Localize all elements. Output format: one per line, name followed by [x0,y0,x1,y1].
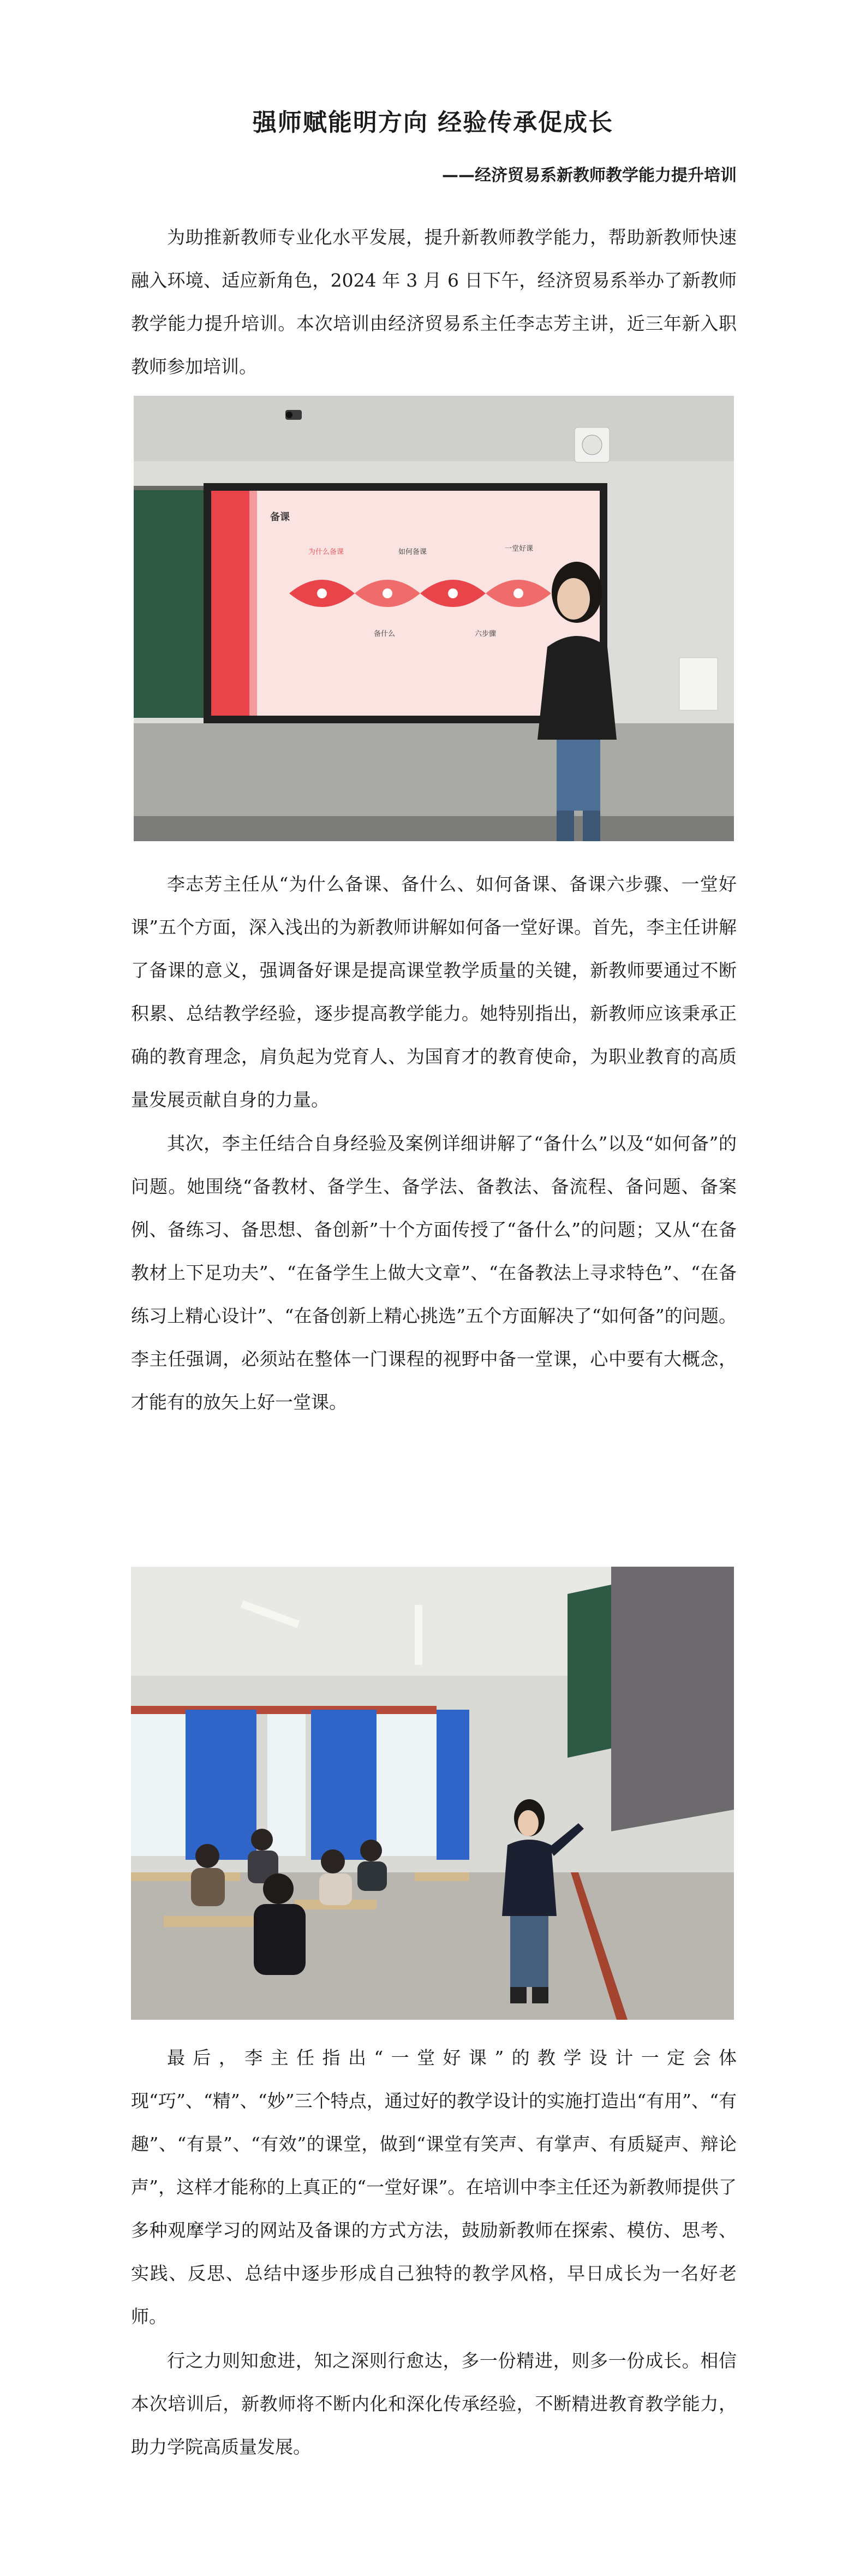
slide-label-what: 备什么 [374,630,396,638]
camera-icon [285,410,302,420]
photo-classroom [131,1567,734,2020]
slide-label-steps: 六步骤 [475,630,497,638]
slide-icon-2 [383,588,392,598]
slide-icon-3 [448,588,458,598]
paragraph-overview: 李志芳主任从“为什么备课、备什么、如何备课、备课六步骤、一堂好课”五个方面，深入浅出的为新教师讲解如何备一堂好课。首先，李主任讲解了备课的意义，强调备好课是提高课堂教学质量的关键，新教师要通过不断积累、总结教学经验，逐步提高教学能力。她特别指出，新教师应该秉承正确的教育理念，肩负起为党育人、为国育才的教育使命，为职业教育的高质量发展贡献自身的力量。 [131,873,737,1110]
window [377,1714,437,1856]
slide-icon-1 [317,588,327,598]
paragraph-closing: 行之力则知愈进，知之深则行愈达，多一份精进，则多一份成长。相信本次培训后，新教师将不断内化和深化传承经验，不断精进教育教学能力，助力学院高质量发展。 [131,2350,737,2458]
paragraph-details: 其次，李主任结合自身经验及案例详细讲解了“备什么”以及“如何备”的问题。她围绕“备教材、备学生、备学法、备教法、备流程、备问题、备案例、备练习、备思想、备创新”十个方面传授了“备什么”的问题；又从“在备教材上下足功夫”、“在备学生上做大文章”、“在备教法上寻求特色”、“在备练习上精心设计”、“在备创新上精心挑选”五个方面解决了“如何备”的问题。李主任强调，必须站在整体一门课程的视野中备一堂课，心中要有大概念，才能有的放矢上好一堂课。 [131,1133,737,1413]
wall-notice [679,658,718,710]
paragraph-conclusion: 最后，李主任指出“一堂好课”的教学设计一定会体现“巧”、“精”、“妙”三个特点，通过好的教学设计的实施打造出“有用”、“有趣”、“有景”、“有效”的课堂，做到“课堂有笑声、有掌声、有质疑声、辩论声”，这样才能称的上真正的“一堂好课”。在培训中李主任还为新教师提供了多种观摩学习的网站及备课的方式方法，鼓励新教师在探索、模仿、思考、实践、反思、总结中逐步形成自己独特的教学风格，早日成长为一名好老师。 [131,2047,737,2327]
slide-label-how: 如何备课 [398,548,427,556]
curtain [186,1710,256,1860]
curtain [437,1710,469,1860]
chalkboard [134,489,210,718]
page-subtitle: ——经济贸易系新教师教学能力提升培训 [442,166,737,185]
slide-icon-4 [513,588,523,598]
slide-label-good: 一堂好课 [505,545,534,553]
page-title: 强师赋能明方向 经验传承促成长 [252,109,614,136]
slide [211,491,600,716]
slide-label-why: 为什么备课 [308,548,344,556]
window [267,1714,306,1856]
desk [415,1872,469,1881]
paragraph-intro: 为助推新教师专业化水平发展，提升新教师教学能力，帮助新教师快速融入环境、适应新角色，2024 年 3 月 6 日下午，经济贸易系举办了新教师教学能力提升培训。本次培训由经济贸易系主任李志芳主讲，近三年新入职教师参加培训。 [131,227,737,377]
display-screen [611,1567,734,1831]
curtain [311,1710,377,1860]
slide-heading: 备课 [270,511,290,523]
ceiling-light [415,1605,422,1665]
desk [164,1916,267,1927]
photo-presentation [134,396,734,841]
